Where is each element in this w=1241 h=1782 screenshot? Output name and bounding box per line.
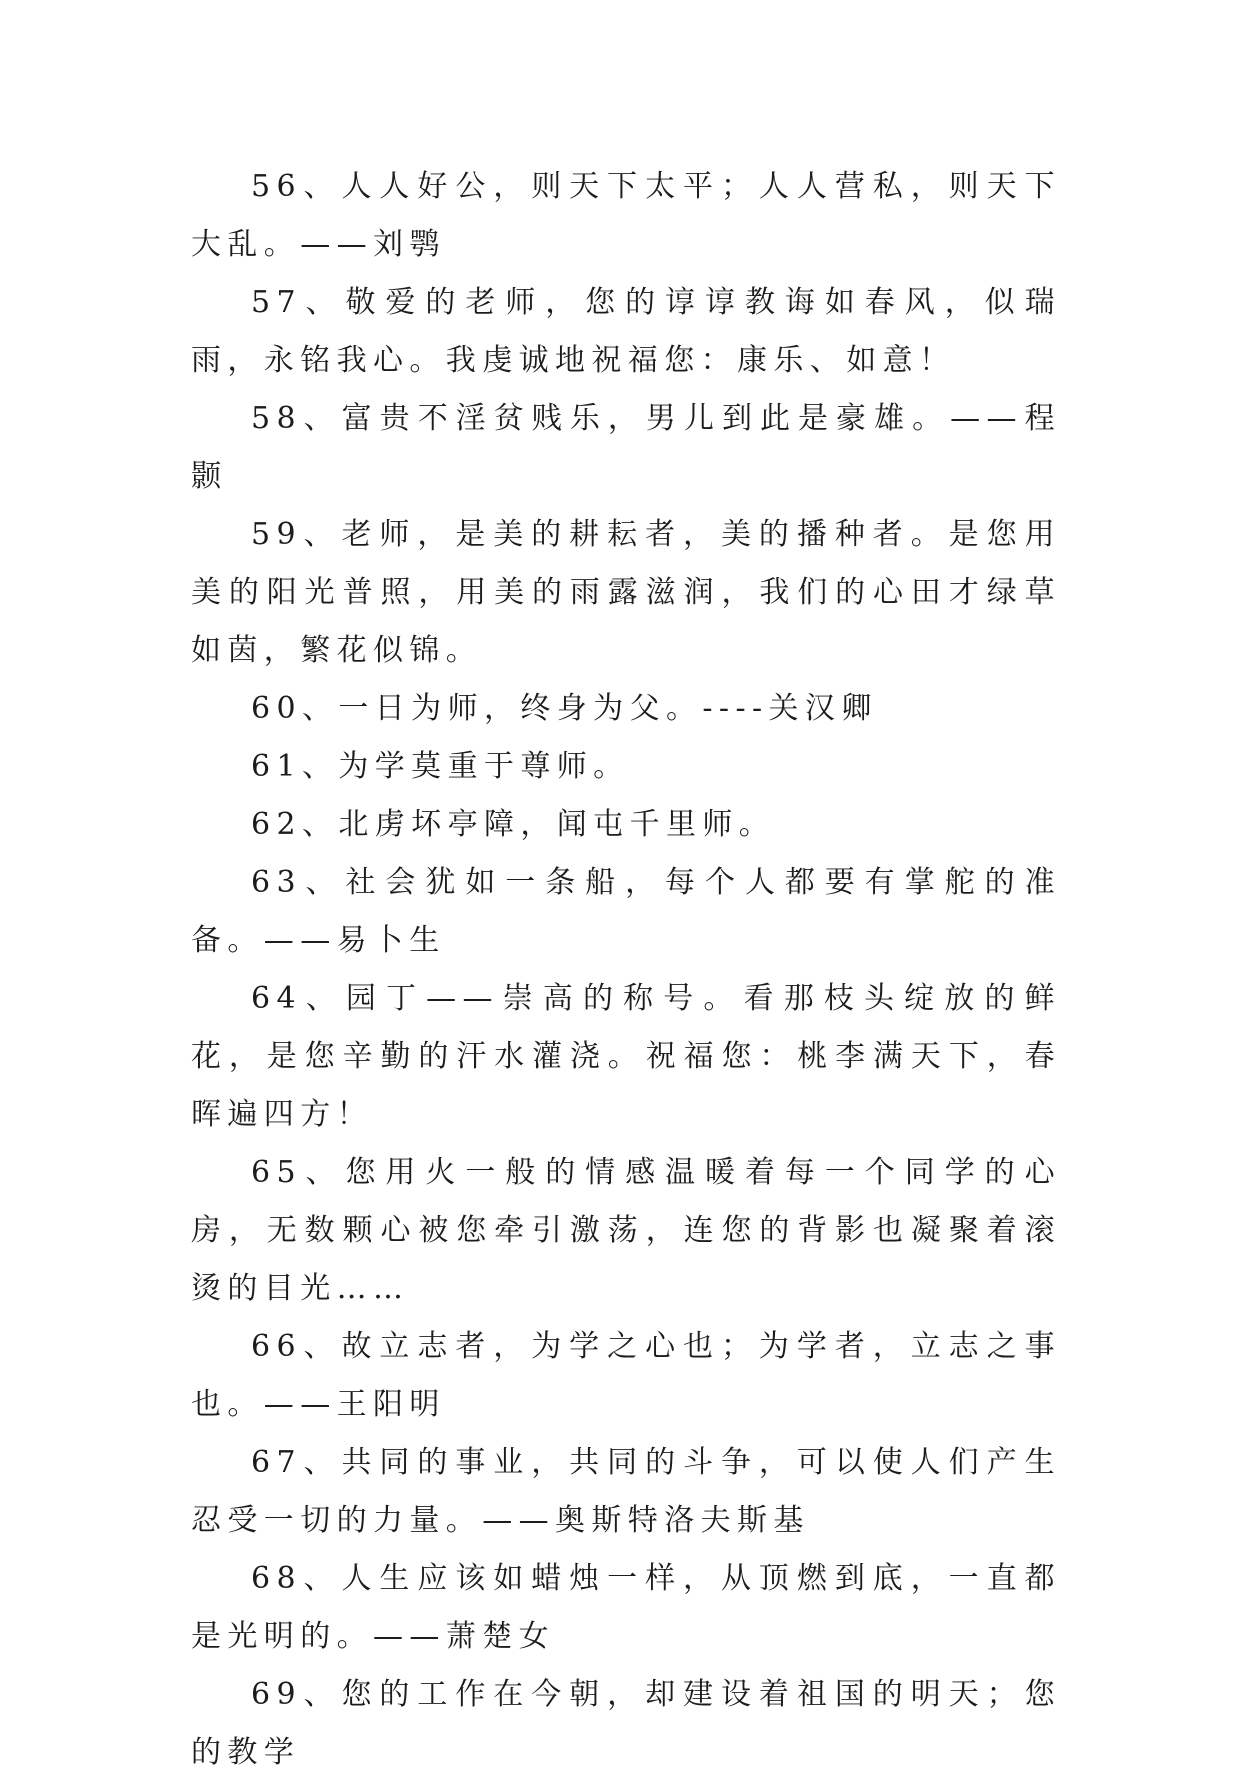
paragraph-58: 58、富贵不淫贫贱乐，男儿到此是豪雄。——程颢 [191, 401, 1061, 494]
paragraph-59: 59、老师，是美的耕耘者，美的播种者。是您用美的阳光普照，用美的雨露滋润，我们的心田才绿草如茵，繁花似锦。 [191, 517, 1061, 668]
paragraph-60: 60、一日为师，终身为父。----关汉卿 [251, 691, 878, 726]
paragraph-62: 62、北虏坏亭障，闻屯千里师。 [251, 807, 776, 842]
paragraph-69: 69、您的工作在今朝，却建设着祖国的明天；您的教学 [191, 1677, 1061, 1770]
paragraph-67: 67、共同的事业，共同的斗争，可以使人们产生忍受一切的力量。——奥斯特洛夫斯基 [191, 1445, 1061, 1538]
paragraph-65: 65、您用火一般的情感温暖着每一个同学的心房，无数颗心被您牵引激荡，连您的背影也凝聚着滚烫的目光…… [191, 1155, 1061, 1306]
paragraph-61: 61、为学莫重于尊师。 [251, 749, 630, 784]
paragraph-56: 56、人人好公，则天下太平；人人营私，则天下大乱。——刘鹗 [191, 169, 1061, 262]
document-body [191, 158, 1061, 1782]
paragraph-66: 66、故立志者，为学之心也；为学者，立志之事也。——王阳明 [191, 1329, 1061, 1422]
paragraph-63: 63、社会犹如一条船，每个人都要有掌舵的准备。——易卜生 [191, 865, 1061, 958]
paragraph-57: 57、敬爱的老师，您的谆谆教诲如春风，似瑞雨，永铭我心。我虔诚地祝福您：康乐、如意！ [191, 285, 1061, 378]
paragraph-64: 64、园丁——崇高的称号。看那枝头绽放的鲜花，是您辛勤的汗水灌浇。祝福您：桃李满天下，春晖遍四方！ [191, 981, 1061, 1132]
paragraph-68: 68、人生应该如蜡烛一样，从顶燃到底，一直都是光明的。——萧楚女 [191, 1561, 1061, 1654]
